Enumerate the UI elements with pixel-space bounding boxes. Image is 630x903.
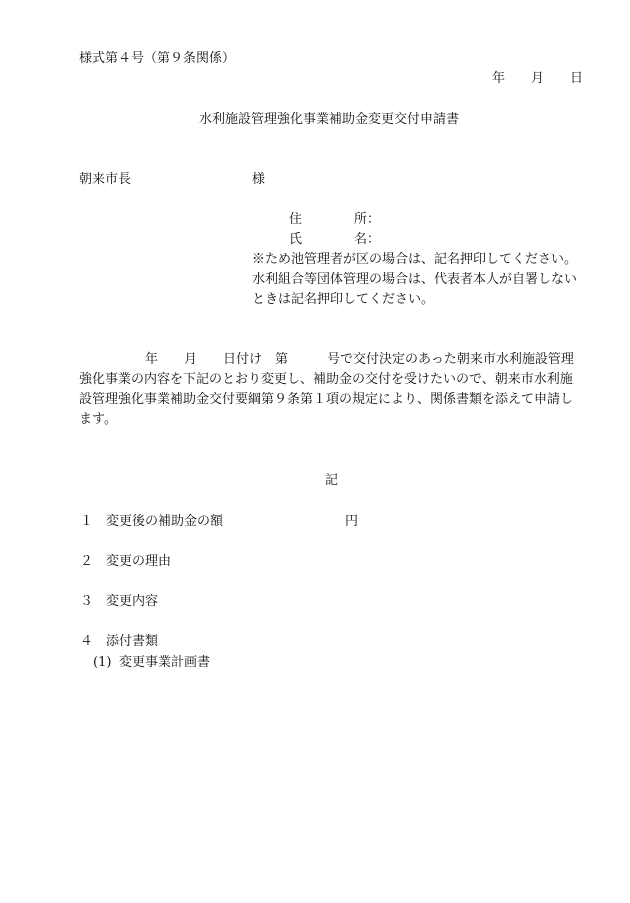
item-label: 添付書類 bbox=[106, 634, 159, 649]
body-line: ます。 bbox=[79, 412, 117, 427]
item-number: ４ bbox=[80, 634, 94, 649]
item-number: １ bbox=[80, 514, 94, 529]
applicant-note-line: ときは記名押印してください。 bbox=[252, 292, 435, 307]
body-line: 年 月 日付け 第 号で交付決定のあった朝来市水利施設管理 bbox=[145, 352, 574, 367]
address-label: 住 所： bbox=[289, 212, 381, 227]
applicant-note-line: 水利組合等団体管理の場合は、代表者本人が自署しない bbox=[252, 272, 578, 287]
item-number: ３ bbox=[80, 594, 94, 609]
body-line: 強化事業の内容を下記のとおり変更し、補助金の交付を受けたいので、朝来市水利施 bbox=[79, 372, 573, 387]
date-line: 年 月 日 bbox=[492, 71, 584, 86]
sub-item-label: 変更事業計画書 bbox=[119, 655, 211, 670]
applicant-note-line: ※ため池管理者が区の場合は、記名押印してください。 bbox=[252, 252, 578, 267]
sub-item-number: (1) bbox=[93, 655, 112, 670]
ki-heading: 記 bbox=[325, 473, 339, 488]
document-title: 水利施設管理強化事業補助金変更交付申請書 bbox=[199, 112, 460, 127]
form-label: 様式第４号（第９条関係） bbox=[79, 51, 236, 66]
item-label: 変更内容 bbox=[106, 594, 159, 609]
addressee-name: 朝来市長 bbox=[79, 172, 132, 187]
item-label: 変更後の補助金の額 bbox=[106, 514, 224, 529]
addressee-honorific: 様 bbox=[252, 172, 266, 187]
body-line: 設管理強化事業補助金交付要綱第９条第１項の規定により、関係書類を添えて申請し bbox=[79, 392, 574, 407]
item-label: 変更の理由 bbox=[106, 554, 172, 569]
item-unit: 円 bbox=[345, 514, 359, 529]
name-label: 氏 名： bbox=[289, 232, 381, 247]
item-number: ２ bbox=[80, 554, 94, 569]
